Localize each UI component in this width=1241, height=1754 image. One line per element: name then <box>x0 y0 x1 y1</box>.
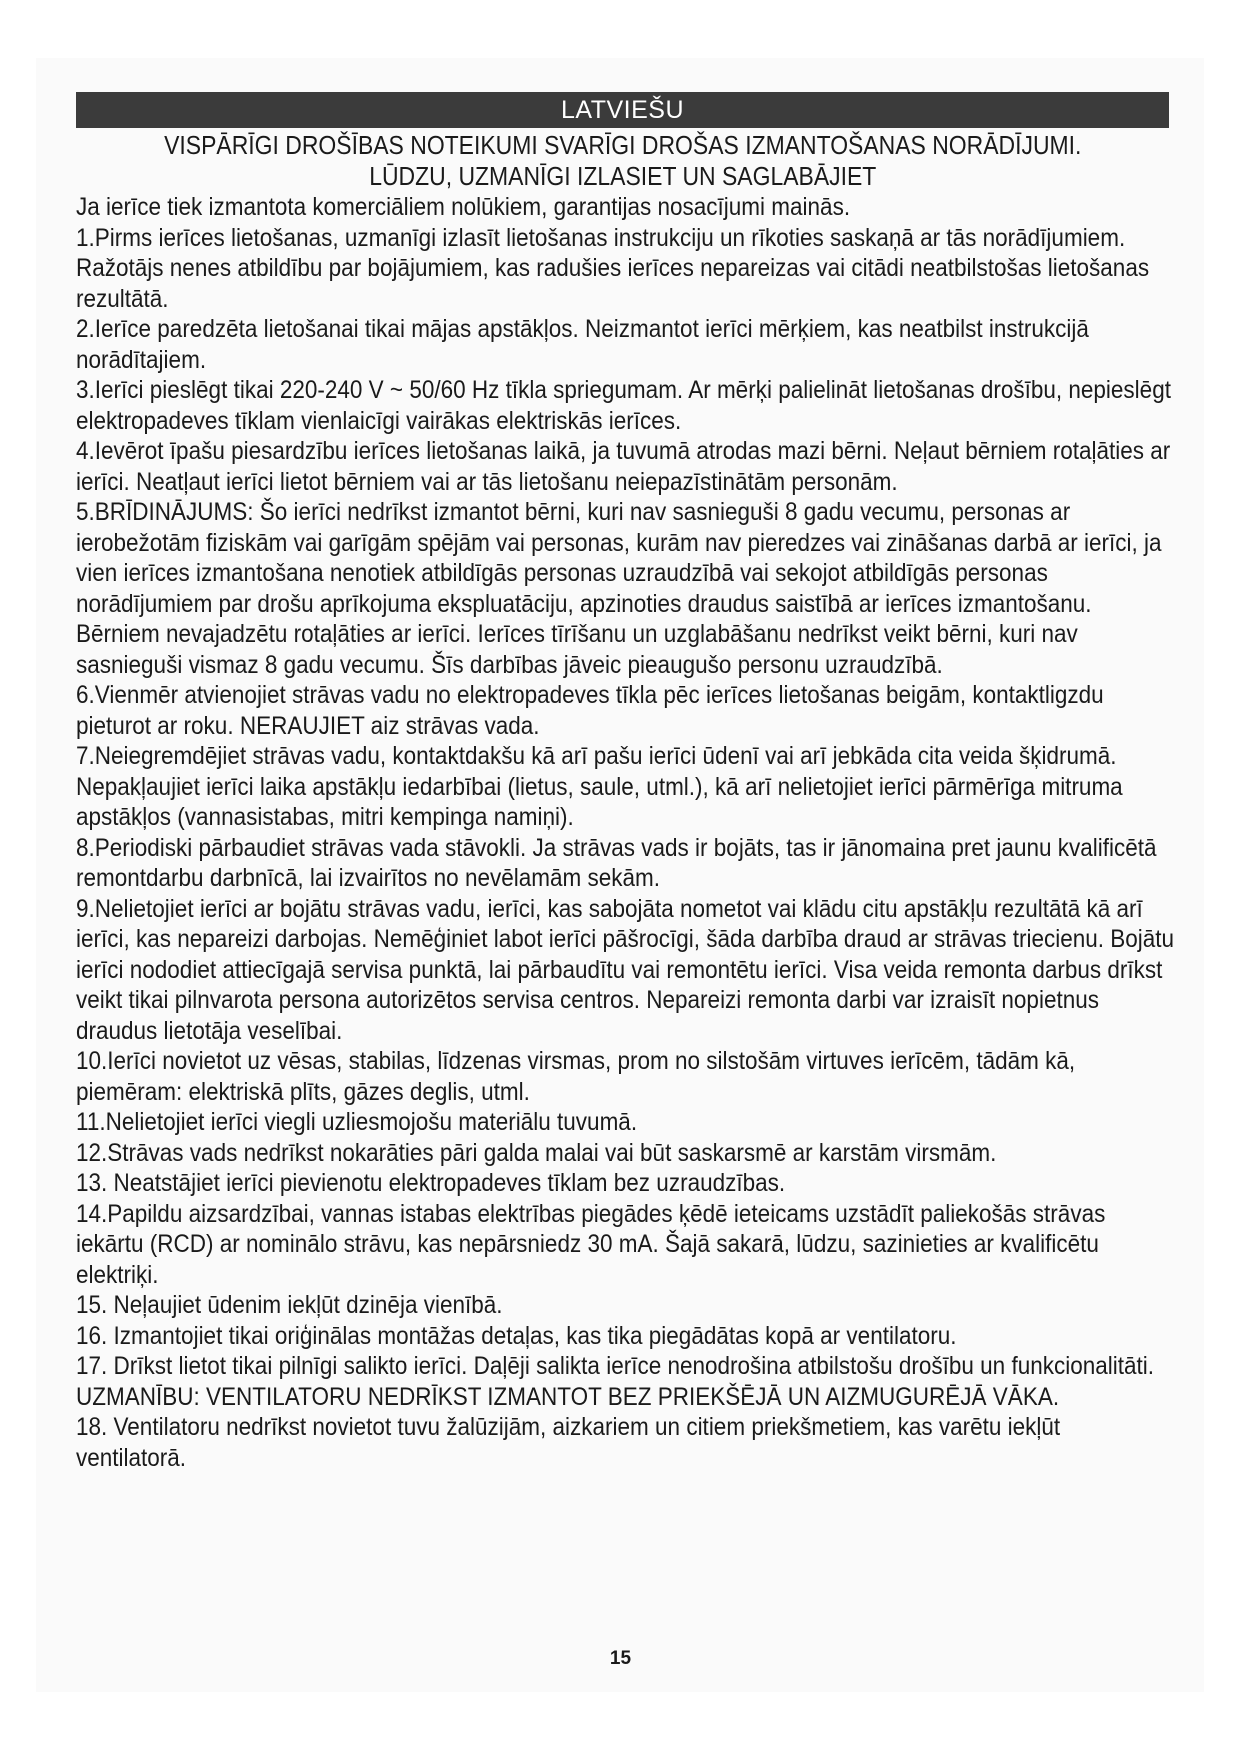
paragraph-15: 15. Neļaujiet ūdenim iekļūt dzinēja vienībā. <box>76 1291 503 1319</box>
paragraph-16: 16. Izmantojiet tikai oriģinālas montāžas detaļas, kas tika piegādātas kopā ar ventilatoru. <box>76 1321 957 1350</box>
paragraph-intro: Ja ierīce tiek izmantota komerciāliem nolūkiem, garantijas nosacījumi mainās. <box>76 193 851 221</box>
paragraph-2: 2.Ierīce paredzēta lietošanai tikai mājas apstākļos. Neizmantot ierīci mērķiem, kas neatbilst instrukcijā norādītajiem. <box>76 315 1089 374</box>
paragraph-17: 17. Drīkst lietot tikai pilnīgi salikto ierīci. Daļēji salikta ierīce nenodrošina atbilstošu drošību un funkcionalitāti. <box>76 1352 1155 1380</box>
paragraph-14: 14.Papildu aizsardzībai, vannas istabas elektrības piegādes ķēdē ieteicams uzstādīt paliekošās strāvas iekārtu (RCD) ar nominālo strāvu, kas nepārsniedz 30 mA. Šajā sakarā, lūdzu, sazinieties ar kvalificētu elektriķi. <box>76 1199 1106 1289</box>
title-line-2: LŪDZU, UZMANĪGI IZLASIET UN SAGLABĀJIET <box>369 162 877 191</box>
paragraph-6: 6.Vienmēr atvienojiet strāvas vadu no elektropadeves tīkla pēc ierīces lietošanas beigām, kontaktligzdu pieturot ar roku. NERAUJIET aiz strāvas vada. <box>76 681 1104 740</box>
paragraph-12: 12.Strāvas vads nedrīkst nokarāties pāri galda malai vai būt saskarsmē ar karstām virsmām. <box>76 1138 997 1167</box>
language-header: LATVIEŠU <box>76 92 1169 128</box>
paragraph-13: 13. Neatstājiet ierīci pievienotu elektropadeves tīklam bez uzraudzības. <box>76 1169 786 1197</box>
paragraph-11: 11.Nelietojiet ierīci viegli uzliesmojošu materiālu tuvumā. <box>76 1108 638 1136</box>
safety-instructions <box>76 131 1176 1473</box>
paragraph-8: 8.Periodiski pārbaudiet strāvas vada stāvokli. Ja strāvas vads ir bojāts, tas ir jānomaina pret jaunu kvalificētā remontdarbu darbnīcā, lai izvairītos no nevēlamām sekām. <box>76 833 1157 892</box>
paragraph-1: 1.Pirms ierīces lietošanas, uzmanīgi izlasīt lietošanas instrukciju un rīkoties saskaņā ar tās norādījumiem. Ražotājs nenes atbildību par bojājumiem, kas radušies ierīces nepareizas vai citādi neatbilstošas lietošanas rezultātā. <box>76 223 1150 313</box>
paragraph-7: 7.Neiegremdējiet strāvas vadu, kontaktdakšu kā arī pašu ierīci ūdenī vai arī jebkāda cita veida šķidrumā. Nepakļaujiet ierīci laika apstākļu iedarbībai (lietus, saule, utml.), kā arī nelietojiet ierīci pārmērīga mitruma apstākļos (vannasistabas, mitri kempinga namiņi). <box>76 742 1123 831</box>
page-number: 15 <box>609 1648 632 1669</box>
paragraph-9: 9.Nelietojiet ierīci ar bojātu strāvas vadu, ierīci, kas sabojāta nometot vai klādu citu apstākļu rezultātā kā arī ierīci, kas nepareizi darbojas. Nemēģiniet labot ierīci pāšrocīgi, šāda darbība draud ar strāvas triecienu. Bojātu ierīci nododiet attiecīgajā servisa punktā, lai pārbaudītu vai remontētu ierīci. Visa veida remonta darbus drīkst veikt tikai pilnvarota persona autorizētos servisa centros. Nepareizi remonta darbi var izraisīt nopietnus draudus lietotāja veselībai. <box>76 894 1175 1045</box>
paragraph-10: 10.Ierīci novietot uz vēsas, stabilas, līdzenas virsmas, prom no silstošām virtuves ierīcēm, tādām kā, piemēram: elektriskā plīts, gāzes deglis, utml. <box>76 1047 1076 1106</box>
paragraph-3: 3.Ierīci pieslēgt tikai 220-240 V ~ 50/60 Hz tīkla spriegumam. Ar mērķi palielināt lietošanas drošību, nepieslēgt elektropadeves tīklam vienlaicīgi vairākas elektriskās ierīces. <box>76 376 1171 435</box>
title-line-1: VISPĀRĪGI DROŠĪBAS NOTEIKUMI SVARĪGI DROŠAS IZMANTOŠANAS NORĀDĪJUMI. <box>164 132 1082 160</box>
paragraph-warning: UZMANĪBU: VENTILATORU NEDRĪKST IZMANTOT BEZ PRIEKŠĒJĀ UN AIZMUGURĒJĀ VĀKA. <box>76 1382 1060 1411</box>
paragraph-18: 18. Ventilatoru nedrīkst novietot tuvu žalūzijām, aizkariem un citiem priekšmetiem, kas varētu iekļūt ventilatorā. <box>76 1413 1061 1472</box>
paragraph-5: 5.BRĪDINĀJUMS: Šo ierīci nedrīkst izmantot bērni, kuri nav sasnieguši 8 gadu vecumu, personas ar ierobežotām fiziskām vai garīgām spējām vai personas, kurām nav pieredzes vai zināšanas darbā ar ierīci, ja vien ierīces izmantošana nenotiek atbildīgās personas uzraudzībā vai sekojot atbildīgās personas norādījumiem par drošu aprīkojuma ekspluatāciju, apzinoties draudus saistībā ar ierīces izmantošanu. Bērniem nevajadzētu rotaļāties ar ierīci. Ierīces tīrīšanu un uzglabāšanu nedrīkst veikt bērni, kuri nav sasnieguši vismaz 8 gadu vecumu. Šīs darbības jāveic pieaugušo personu uzraudzībā. <box>76 498 1162 679</box>
paragraph-4: 4.Ievērot īpašu piesardzību ierīces lietošanas laikā, ja tuvumā atrodas mazi bērni. Neļaut bērniem rotaļāties ar ierīci. Neatļaut ierīci lietot bērniem vai ar tās lietošanu neiepazīstinātām personām. <box>76 437 1171 496</box>
